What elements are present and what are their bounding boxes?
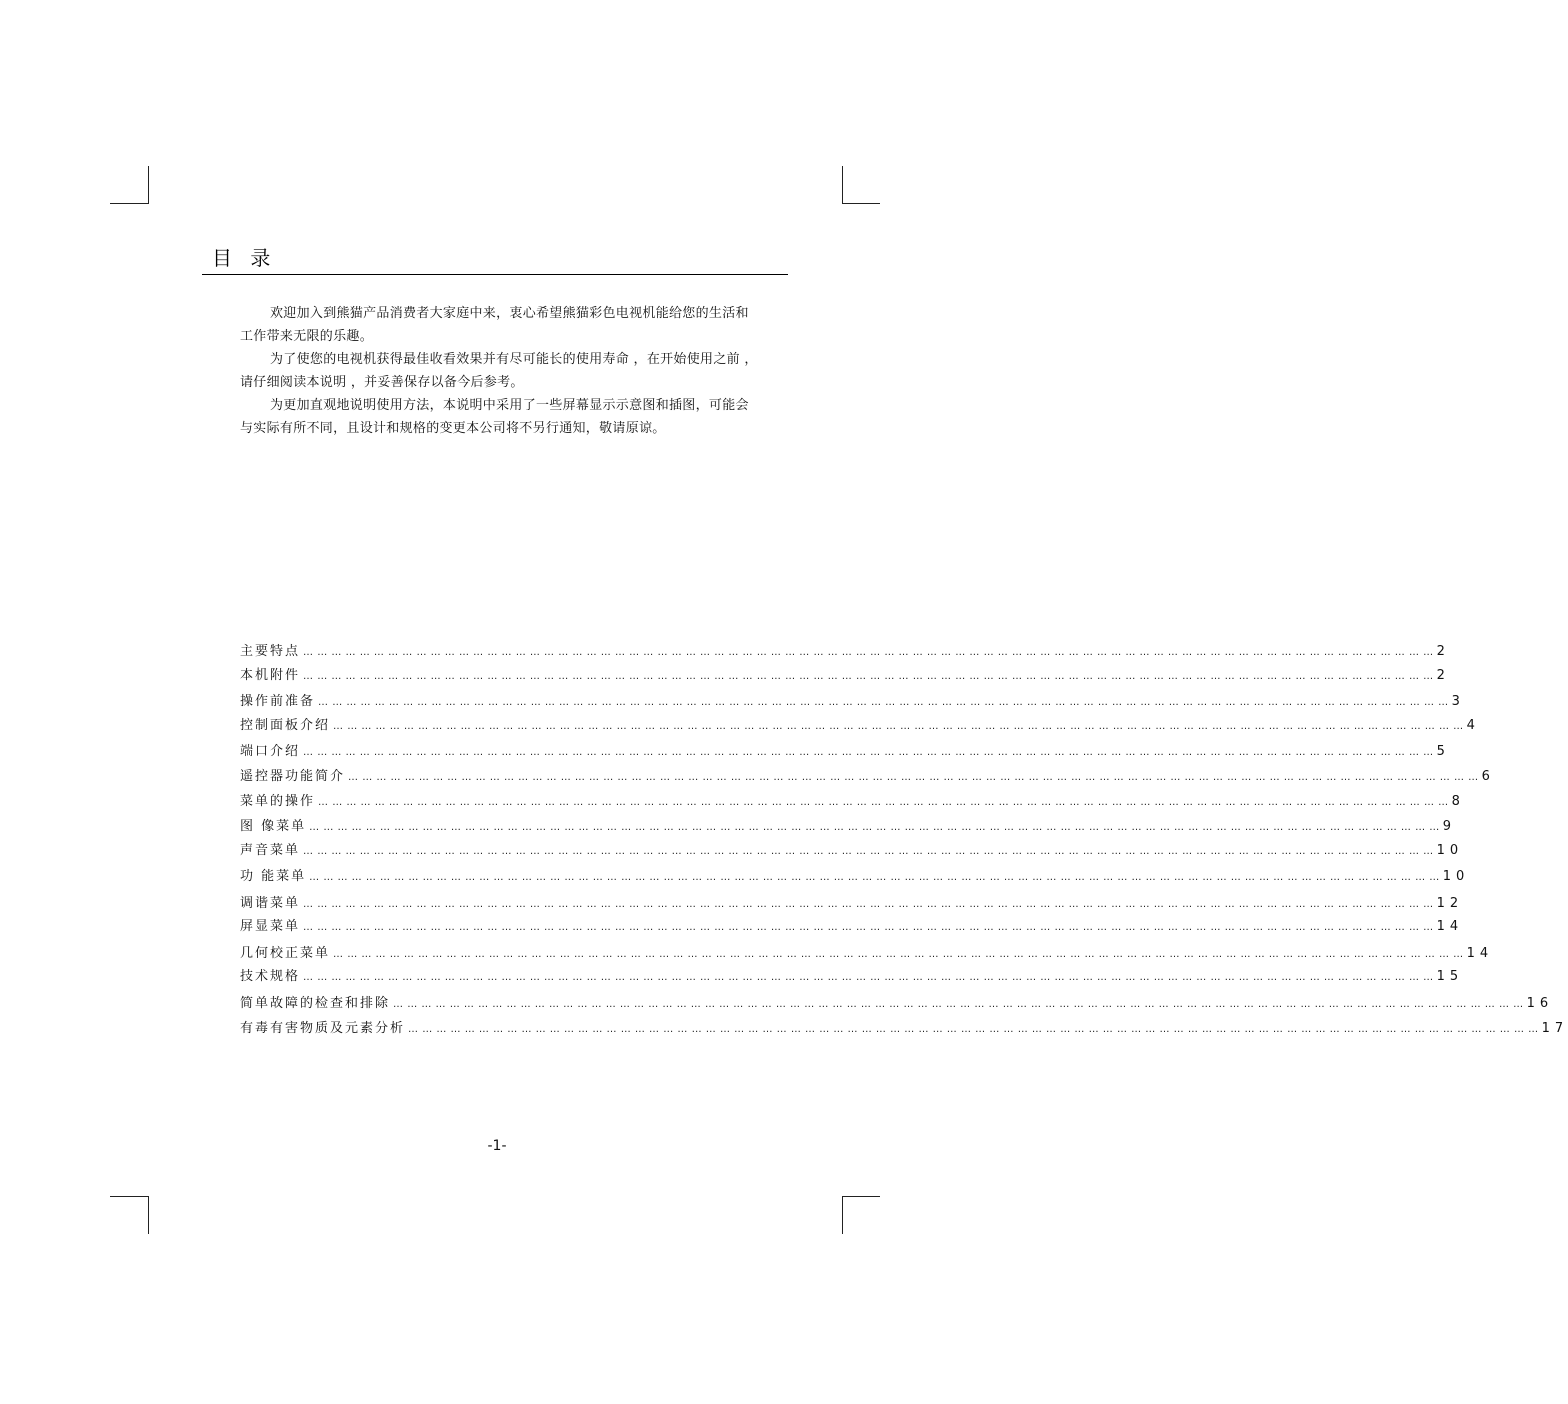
intro-paragraph: 为了使您的电视机获得最佳收看效果并有尽可能长的使用寿命 ，在开始使用之前 ，请仔细阅读本说明 ，并妥善保存以备今后参考。: [240, 352, 758, 390]
toc-entry-page: 14: [1436, 919, 1464, 934]
toc-entry-label: 声音菜单: [240, 843, 301, 858]
toc-leader-dots: … … … … … … … … … … … … … … … … … … … … … … … … … … … … … … … … … … … … … … … … … … … … … … … … … … … … … … … … … … … … … … … … … … … … … … … … … … … … … … … …: [408, 1024, 1539, 1035]
toc-entry[interactable]: [240, 892, 1464, 911]
toc-entry-page: 6: [1481, 769, 1495, 784]
toc-leader-dots: … … … … … … … … … … … … … … … … … … … … … … … … … … … … … … … … … … … … … … … … … … … … … … … … … … … … … … … … … … … … … … … … … … … … … … … … … … … … … … … …: [303, 671, 1434, 682]
toc-entry-label: 有毒有害物质及元素分析: [240, 1021, 406, 1036]
toc-entry[interactable]: [240, 790, 1465, 809]
title-divider: [202, 274, 788, 275]
toc-entry[interactable]: [240, 942, 1494, 961]
toc-entry[interactable]: [240, 992, 1554, 1011]
toc-leader-dots: … … … … … … … … … … … … … … … … … … … … … … … … … … … … … … … … … … … … … … … … … … … … … … … … … … … … … … … … … … … … … … … … … … … … … … … … … … … … … … … …: [303, 922, 1434, 933]
toc-entry[interactable]: [240, 965, 1464, 984]
toc-entry-label: 控制面板介绍: [240, 718, 331, 733]
crop-mark-bottom-right-horizontal: [842, 1196, 880, 1197]
toc-entry-page: 17: [1541, 1021, 1568, 1036]
toc-entry[interactable]: [240, 740, 1450, 759]
toc-entry-page: 5: [1436, 744, 1450, 759]
toc-entry[interactable]: [240, 839, 1464, 858]
page-number: -1-: [487, 1138, 507, 1154]
page-title: 目 录: [212, 246, 277, 270]
toc-entry[interactable]: [240, 1017, 1568, 1036]
crop-mark-top-left-vertical: [148, 166, 149, 203]
toc-leader-dots: … … … … … … … … … … … … … … … … … … … … … … … … … … … … … … … … … … … … … … … … … … … … … … … … … … … … … … … … … … … … … … … … … … … … … … … … … … … … … … … …: [303, 846, 1434, 857]
toc-entry-label: 调谐菜单: [240, 896, 301, 911]
toc-entry-page: 2: [1436, 644, 1450, 659]
toc-leader-dots: … … … … … … … … … … … … … … … … … … … … … … … … … … … … … … … … … … … … … … … … … … … … … … … … … … … … … … … … … … … … … … … … … … … … … … … … … … … … … … … …: [348, 772, 1479, 783]
toc-entry-page: 2: [1436, 668, 1450, 683]
toc-entry-label: 技术规格: [240, 969, 301, 984]
toc-entry-page: 10: [1442, 869, 1470, 884]
crop-mark-top-right-vertical: [842, 166, 843, 203]
toc-entry-label: 功 能菜单: [240, 869, 307, 884]
toc-entry-page: 16: [1526, 996, 1554, 1011]
toc-entry-label: 本机附件: [240, 668, 301, 683]
toc-entry-page: 9: [1442, 819, 1457, 834]
crop-mark-bottom-right-vertical: [842, 1196, 843, 1234]
toc-leader-dots: … … … … … … … … … … … … … … … … … … … … … … … … … … … … … … … … … … … … … … … … … … … … … … … … … … … … … … … … … … … … … … … … … … … … … … … … … … … … … … … …: [333, 949, 1464, 960]
toc-leader-dots: … … … … … … … … … … … … … … … … … … … … … … … … … … … … … … … … … … … … … … … … … … … … … … … … … … … … … … … … … … … … … … … … … … … … … … … … … … … … … … … …: [309, 872, 1440, 883]
toc-entry-page: 8: [1451, 794, 1465, 809]
toc-leader-dots: … … … … … … … … … … … … … … … … … … … … … … … … … … … … … … … … … … … … … … … … … … … … … … … … … … … … … … … … … … … … … … … … … … … … … … … … … … … … … … … …: [303, 899, 1434, 910]
toc-entry[interactable]: [240, 640, 1450, 659]
toc-entry-page: 14: [1466, 946, 1494, 961]
intro-text: [240, 302, 760, 440]
crop-mark-bottom-left-horizontal: [110, 1196, 149, 1197]
toc-entry-label: 图 像菜单: [240, 819, 307, 834]
toc-entry-label: 几何校正菜单: [240, 946, 331, 961]
toc-entry-label: 主要特点: [240, 644, 301, 659]
toc-leader-dots: … … … … … … … … … … … … … … … … … … … … … … … … … … … … … … … … … … … … … … … … … … … … … … … … … … … … … … … … … … … … … … … … … … … … … … … … … … … … … … … …: [318, 697, 1449, 708]
toc-leader-dots: … … … … … … … … … … … … … … … … … … … … … … … … … … … … … … … … … … … … … … … … … … … … … … … … … … … … … … … … … … … … … … … … … … … … … … … … … … … … … … … …: [303, 972, 1434, 983]
toc-entry-label: 屏显菜单: [240, 919, 301, 934]
toc-entry-page: 12: [1436, 896, 1464, 911]
toc-leader-dots: … … … … … … … … … … … … … … … … … … … … … … … … … … … … … … … … … … … … … … … … … … … … … … … … … … … … … … … … … … … … … … … … … … … … … … … … … … … … … … … …: [309, 822, 1440, 833]
crop-mark-top-left-horizontal: [110, 203, 149, 204]
toc-entry[interactable]: [240, 915, 1464, 934]
toc-entry-label: 菜单的操作: [240, 794, 316, 809]
toc-entry[interactable]: [240, 865, 1470, 884]
toc-entry[interactable]: [240, 690, 1465, 709]
toc-entry-label: 操作前准备: [240, 694, 316, 709]
toc-entry[interactable]: [240, 765, 1495, 784]
toc-entry-label: 遥控器功能简介: [240, 769, 346, 784]
intro-paragraph: 为更加直观地说明使用方法，本说明中采用了一些屏幕显示示意图和插图，可能会与实际有所不同，且设计和规格的变更本公司将不另行通知，敬请原谅。: [240, 398, 749, 436]
toc-leader-dots: … … … … … … … … … … … … … … … … … … … … … … … … … … … … … … … … … … … … … … … … … … … … … … … … … … … … … … … … … … … … … … … … … … … … … … … … … … … … … … … …: [333, 721, 1464, 732]
crop-mark-bottom-left-vertical: [148, 1196, 149, 1234]
toc-entry[interactable]: [240, 714, 1480, 733]
toc-entry-label: 简单故障的检查和排除: [240, 996, 391, 1011]
crop-mark-top-right-horizontal: [842, 203, 880, 204]
intro-paragraph: 欢迎加入到熊猫产品消费者大家庭中来，衷心希望熊猫彩色电视机能给您的生活和工作带来无限的乐趣。: [240, 306, 749, 344]
toc-entry[interactable]: [240, 664, 1450, 683]
toc-leader-dots: … … … … … … … … … … … … … … … … … … … … … … … … … … … … … … … … … … … … … … … … … … … … … … … … … … … … … … … … … … … … … … … … … … … … … … … … … … … … … … … …: [393, 999, 1524, 1010]
toc-entry-page: 15: [1436, 969, 1464, 984]
toc-entry-page: 4: [1466, 718, 1480, 733]
toc-leader-dots: … … … … … … … … … … … … … … … … … … … … … … … … … … … … … … … … … … … … … … … … … … … … … … … … … … … … … … … … … … … … … … … … … … … … … … … … … … … … … … … …: [303, 747, 1434, 758]
toc-leader-dots: … … … … … … … … … … … … … … … … … … … … … … … … … … … … … … … … … … … … … … … … … … … … … … … … … … … … … … … … … … … … … … … … … … … … … … … … … … … … … … … …: [318, 797, 1449, 808]
toc-entry-page: 10: [1436, 843, 1464, 858]
toc-leader-dots: … … … … … … … … … … … … … … … … … … … … … … … … … … … … … … … … … … … … … … … … … … … … … … … … … … … … … … … … … … … … … … … … … … … … … … … … … … … … … … … …: [303, 647, 1434, 658]
toc-entry-page: 3: [1451, 694, 1465, 709]
toc-entry-label: 端口介绍: [240, 744, 301, 759]
toc-entry[interactable]: [240, 815, 1457, 834]
